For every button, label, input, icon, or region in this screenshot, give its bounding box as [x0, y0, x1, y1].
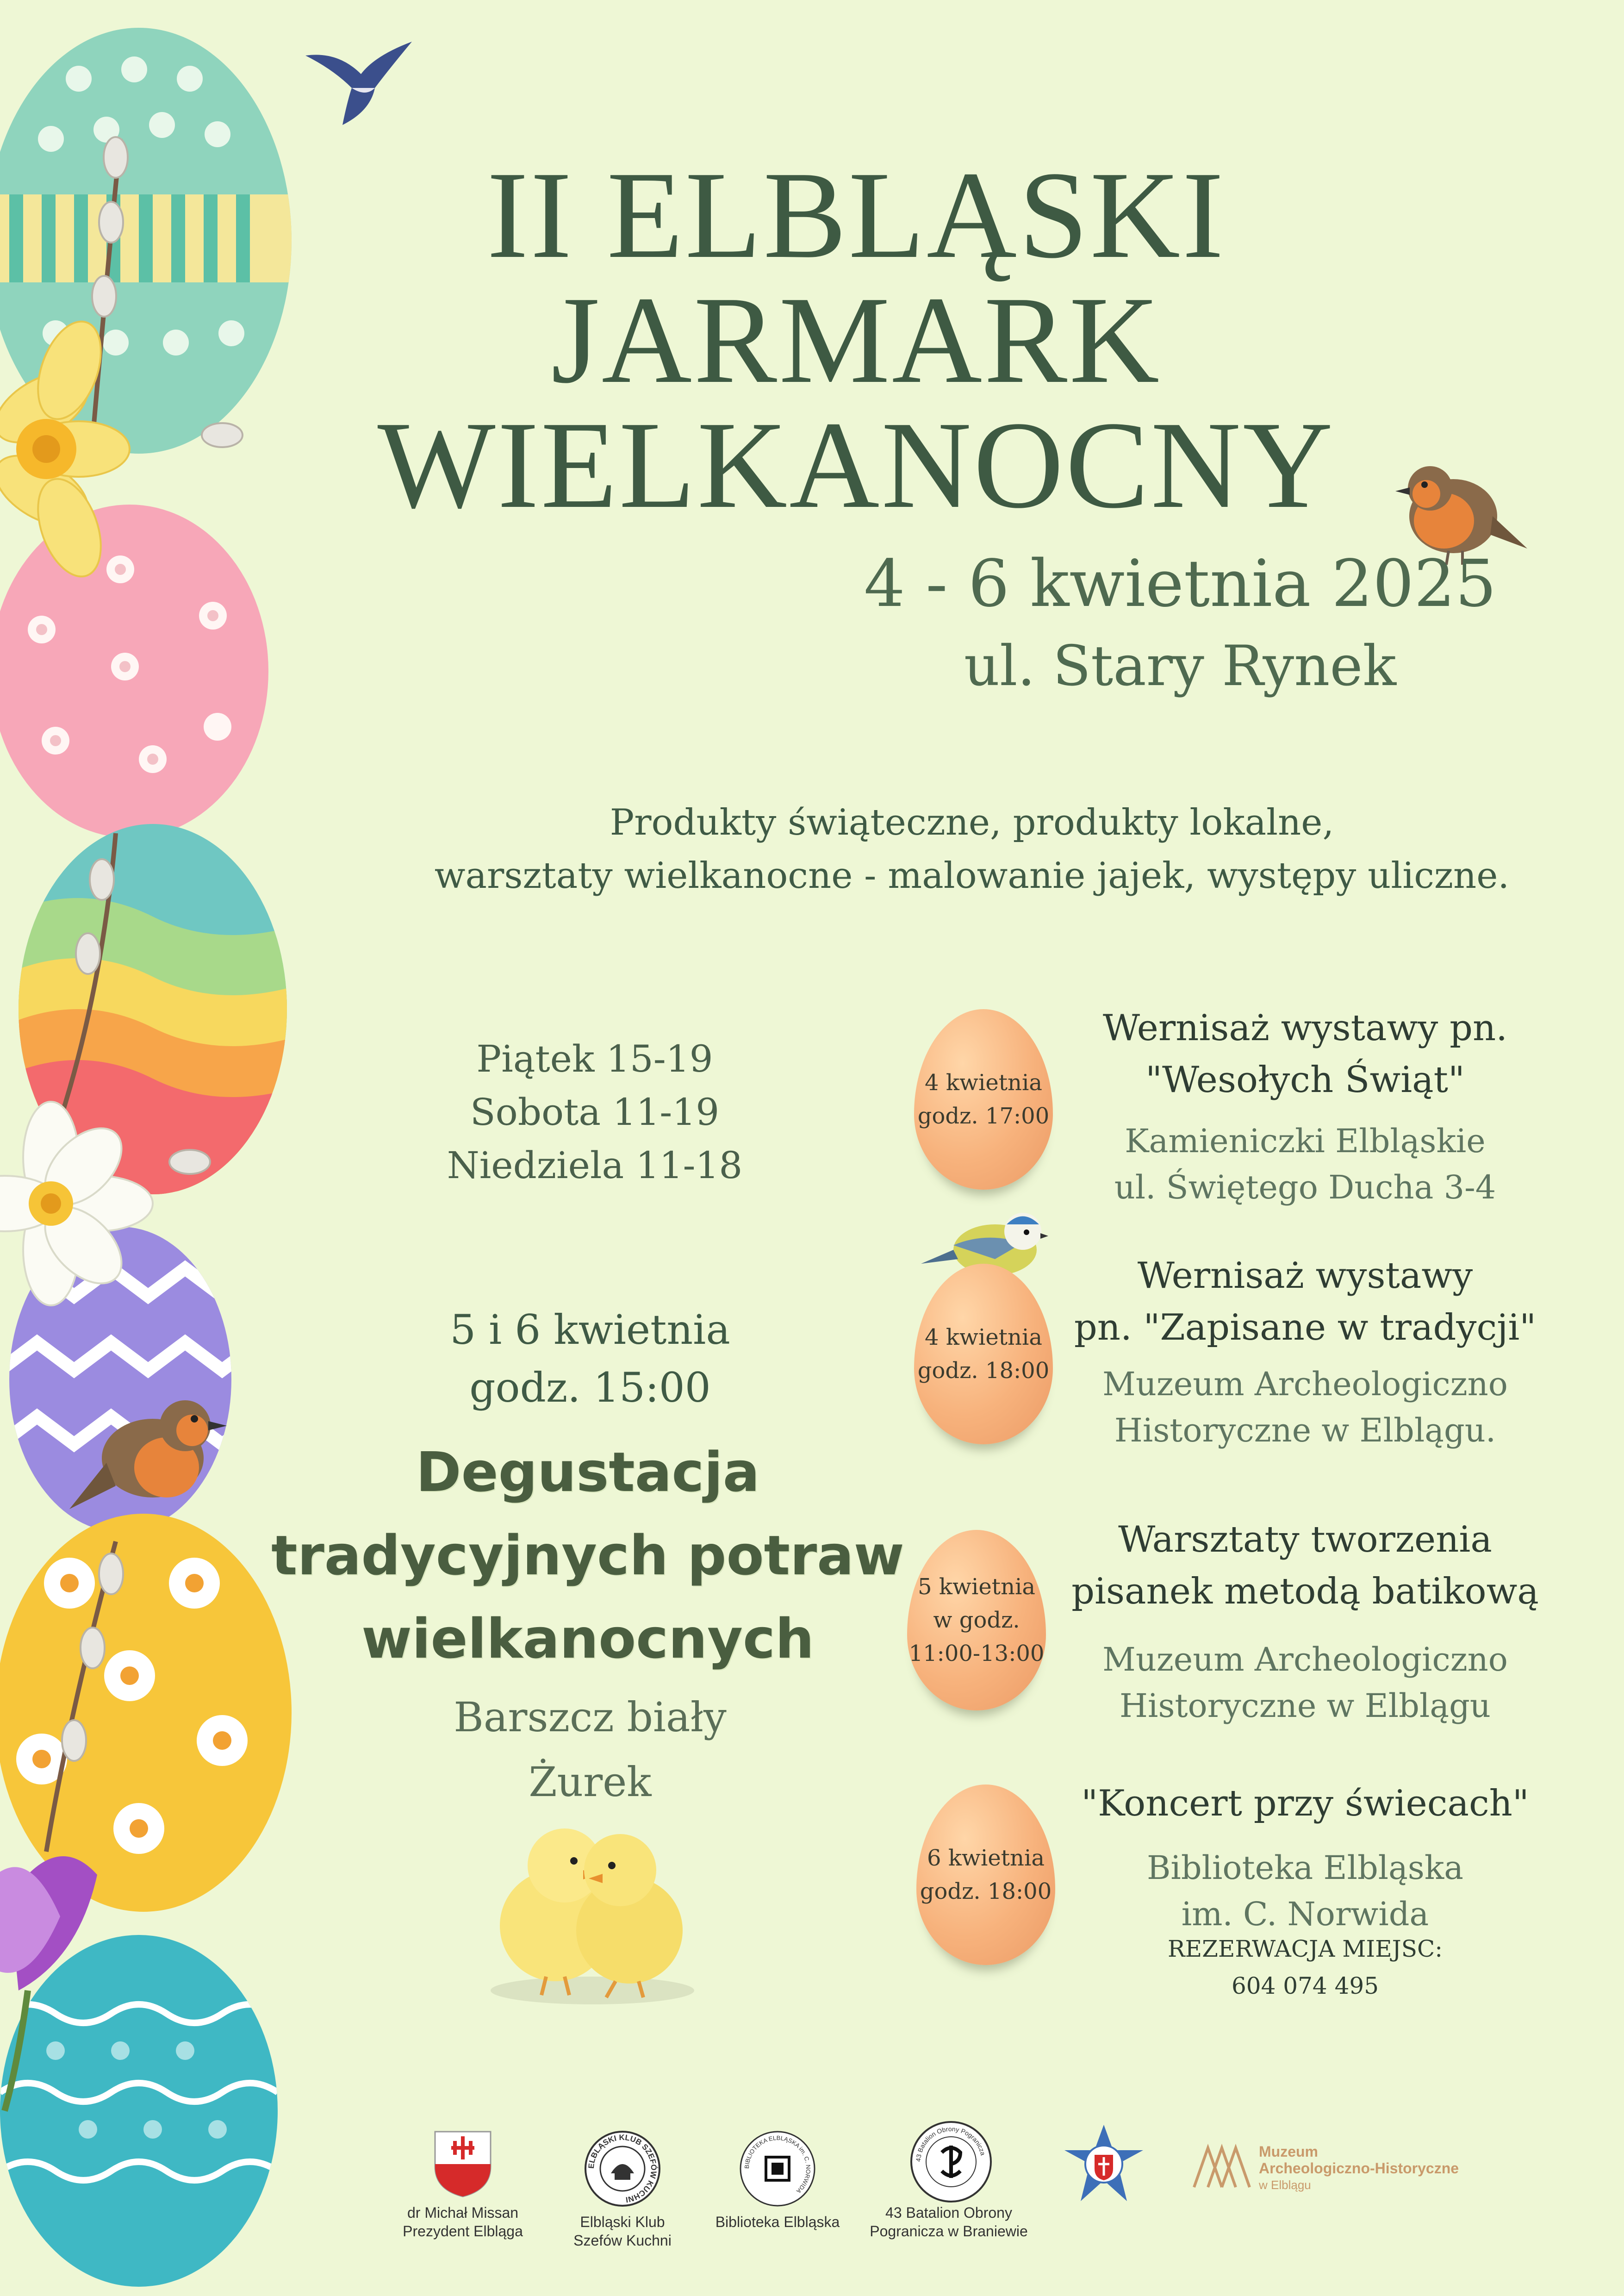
logo-label-line: Archeologiczno-Historyczne	[1259, 2160, 1459, 2177]
logo-label-line: 43 Batalion Obrony	[885, 2204, 1012, 2221]
pink-egg	[0, 505, 268, 838]
tasting-dishes	[393, 1685, 787, 1815]
event-title-line: Wernisaż wystawy pn.	[1102, 1007, 1508, 1049]
event-egg-1	[914, 1009, 1053, 1190]
event-title-line: "Koncert przy świecach"	[1081, 1783, 1529, 1824]
event-4-title	[1037, 1778, 1574, 1829]
opening-hours	[398, 1032, 791, 1192]
tasting-time-line: godz. 15:00	[469, 1364, 711, 1411]
logo-label-line: Pogranicza w Braniewie	[870, 2223, 1028, 2240]
elblag-coat-of-arms-logo	[433, 2129, 493, 2199]
egg-date: 4 kwietnia	[925, 1070, 1042, 1096]
event-place-line: ul. Świętego Ducha 3-4	[1114, 1168, 1496, 1206]
event-egg-4	[916, 1784, 1055, 1965]
event-4-reservation	[1037, 1930, 1574, 2004]
event-1-title	[1037, 1002, 1574, 1106]
reservation-label: REZERWACJA MIEJSC:	[1167, 1935, 1443, 1962]
event-date: 4 - 6 kwietnia 2025	[864, 546, 1497, 622]
title-line-3: WIELKANOCNY	[377, 396, 1335, 534]
description	[370, 796, 1574, 903]
tasting-title-line: Degustacja	[416, 1440, 760, 1504]
svg-text:ELBLĄSKI KLUB SZEFÓW KUCHNI: ELBLĄSKI KLUB SZEFÓW KUCHNI	[586, 2133, 659, 2204]
egg-date: 6 kwietnia	[927, 1845, 1045, 1871]
event-place-line: Historyczne w Elblągu	[1120, 1687, 1491, 1725]
battalion-label	[861, 2203, 1037, 2240]
event-place-line: Biblioteka Elbląska	[1146, 1849, 1463, 1887]
logo-label-line: w Elblągu	[1259, 2178, 1311, 2192]
event-place-line: Muzeum Archeologiczno	[1102, 1641, 1508, 1678]
event-title-line: Warsztaty tworzenia	[1118, 1519, 1492, 1560]
event-place-line: Historyczne w Elblągu.	[1114, 1411, 1496, 1449]
egg-time: 11:00-13:00	[908, 1641, 1045, 1666]
hours-saturday: Sobota 11-19	[470, 1091, 720, 1134]
description-line: Produkty świąteczne, produkty lokalne,	[610, 802, 1334, 843]
tasting-title	[259, 1430, 916, 1680]
library-logo	[738, 2129, 817, 2208]
teal-wavy-egg	[0, 1926, 296, 2296]
event-place-line: im. C. Norwida	[1181, 1895, 1429, 1933]
egg-time: godz. 17:00	[917, 1103, 1050, 1129]
event-title-line: Wernisaż wystawy	[1137, 1255, 1473, 1297]
logo-label-line: Szefów Kuchni	[573, 2232, 672, 2249]
reservation-phone: 604 074 495	[1231, 1972, 1379, 1999]
chicks-illustration	[481, 1815, 703, 2009]
event-3-title	[1037, 1514, 1574, 1617]
event-title-line: pisanek metodą batikową	[1071, 1571, 1539, 1612]
logo-label-line: dr Michał Missan	[407, 2204, 519, 2221]
title-line-1: II ELBLĄSKI	[486, 146, 1226, 284]
egg-time: w godz.	[933, 1607, 1020, 1633]
description-line: warsztaty wielkanocne - malowanie jajek, występy uliczne.	[434, 855, 1510, 897]
svg-text:BIBLIOTEKA ELBLĄSKA im. C. NOR: BIBLIOTEKA ELBLĄSKA im. C. NORWIDA	[743, 2134, 812, 2195]
missan-label	[375, 2203, 551, 2240]
event-2-place	[1037, 1361, 1574, 1454]
event-1-place	[1037, 1118, 1574, 1210]
event-place-line: Muzeum Archeologiczno	[1102, 1365, 1508, 1403]
swallow-bird	[296, 37, 417, 130]
easter-eggs-decoration	[0, 0, 333, 2296]
event-place: ul. Stary Rynek	[964, 634, 1397, 699]
event-title-line: "Wesołych Świąt"	[1145, 1059, 1465, 1101]
dish-item: Barszcz biały	[454, 1693, 727, 1741]
hours-sunday: Niedziela 11-18	[447, 1144, 743, 1187]
dish-item: Żurek	[529, 1758, 652, 1806]
svg-text:43 Batalion Obrony Pogranicza: 43 Batalion Obrony Pogranicza	[914, 2125, 987, 2162]
event-3-place	[1037, 1636, 1574, 1729]
military-badge-logo	[1062, 2122, 1145, 2206]
logo-label-line: Muzeum	[1259, 2143, 1318, 2160]
chefs-club-label	[541, 2213, 703, 2250]
battalion-logo	[909, 2120, 993, 2203]
event-place-line: Kamieniczki Elbląskie	[1125, 1122, 1486, 1160]
tasting-date-line: 5 i 6 kwietnia	[450, 1306, 730, 1354]
hours-friday: Piątek 15-19	[476, 1037, 713, 1080]
logo-label-line: Elbląski Klub	[580, 2214, 665, 2230]
tasting-title-line: tradycyjnych potraw	[271, 1523, 904, 1587]
museum-label	[1259, 2143, 1518, 2193]
egg-date: 5 kwietnia	[918, 1574, 1035, 1600]
chefs-club-logo	[583, 2129, 662, 2208]
egg-date: 4 kwietnia	[925, 1324, 1042, 1350]
logo-label-line: Biblioteka Elbląska	[715, 2214, 840, 2230]
egg-time: godz. 18:00	[920, 1878, 1052, 1904]
egg-time: godz. 18:00	[917, 1358, 1050, 1384]
title-line-2: JARMARK	[551, 271, 1162, 409]
event-4-place	[1037, 1845, 1574, 1937]
museum-logo-icon	[1192, 2141, 1252, 2192]
event-egg-3	[907, 1530, 1046, 1710]
event-2-title	[1037, 1250, 1574, 1354]
event-title-line: pn. "Zapisane w tradycji"	[1074, 1307, 1537, 1348]
library-label	[694, 2213, 861, 2231]
tasting-title-line: wielkanocnych	[361, 1607, 814, 1671]
tasting-date	[393, 1301, 787, 1416]
logo-label-line: Prezydent Elbląga	[403, 2223, 523, 2240]
